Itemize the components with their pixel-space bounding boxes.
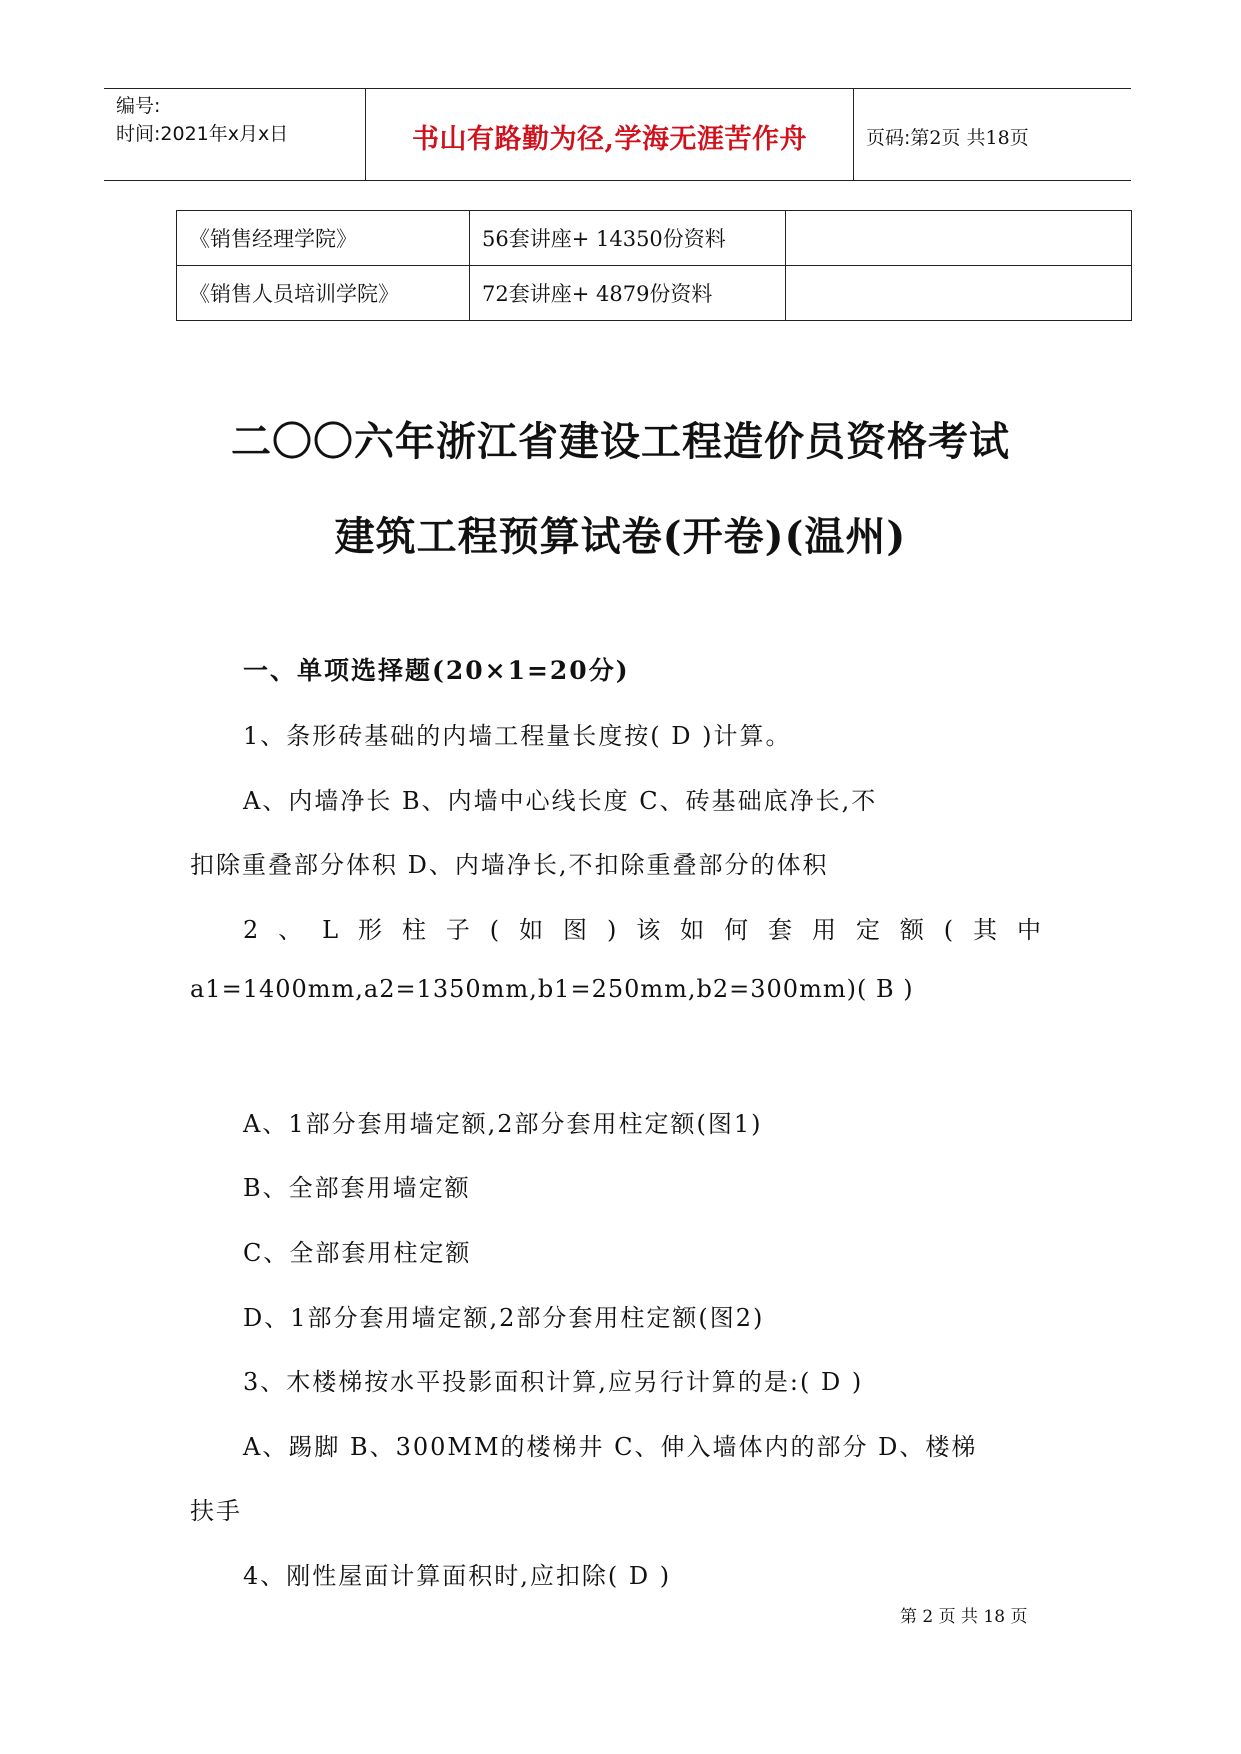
page-header [104, 88, 1131, 181]
q2-option-a: A、1部分套用墙定额,2部分套用柱定额(图1) [243, 1110, 763, 1138]
page-current: 2 [929, 127, 942, 149]
header-left-cell [104, 89, 366, 180]
q1-options-line1: A、内墙净长 B、内墙中心线长度 C、砖基础底净长,不 [243, 787, 878, 815]
q3-options-line1: A、踢脚 B、300MM的楼梯井 C、伸入墙体内的部分 D、楼梯 [243, 1433, 978, 1461]
table-cell-extra [786, 266, 1132, 321]
page-indicator [866, 123, 1029, 150]
table-cell-content: 72套讲座+ 4879份资料 [470, 266, 786, 321]
table-cell-name: 《销售经理学院》 [177, 211, 470, 266]
table-row [177, 211, 1132, 266]
q1-options-line2: 扣除重叠部分体积 D、内墙净长,不扣除重叠部分的体积 [190, 851, 829, 879]
exam-title-line2: 建筑工程预算试卷(开卷)(温州) [334, 513, 907, 560]
q1-stem: 1、条形砖基础的内墙工程量长度按( D )计算。 [243, 722, 792, 750]
motto: 书山有路勤为径,学海无涯苦作舟 [412, 124, 807, 155]
q3-stem: 3、木楼梯按水平投影面积计算,应另行计算的是:( D ) [243, 1368, 864, 1396]
q2-option-c: C、全部套用柱定额 [243, 1239, 472, 1267]
q3-options-line2: 扶手 [190, 1497, 242, 1525]
table-cell-name: 《销售人员培训学院》 [177, 266, 470, 321]
table-cell-extra [786, 211, 1132, 266]
section-heading: 一、单项选择题(20×1=20分) [243, 656, 630, 685]
page-label-middle: 页 共 [941, 127, 986, 149]
table-row [177, 266, 1132, 321]
page-footer: 第 2 页 共 18 页 [900, 1607, 1028, 1627]
exam-title-line1: 二〇〇六年浙江省建设工程造价员资格考试 [231, 418, 1010, 465]
q4-stem: 4、刚性屋面计算面积时,应扣除( D ) [243, 1562, 672, 1590]
q2-stem-line1: 2、L形柱子(如图)该如何套用定额(其中 [243, 916, 1043, 944]
page-label-suffix: 页 [1009, 127, 1029, 149]
page-label-prefix: 页码:第 [866, 127, 930, 149]
q2-option-b: B、全部套用墙定额 [243, 1174, 471, 1202]
table-cell-content: 56套讲座+ 14350份资料 [470, 211, 786, 266]
page-total: 18 [985, 127, 1010, 149]
time-line: 时间:2021年x月x日 [116, 123, 289, 145]
resource-table [176, 210, 1132, 321]
q2-option-d: D、1部分套用墙定额,2部分套用柱定额(图2) [243, 1304, 765, 1332]
header-middle-cell [366, 89, 854, 180]
q2-stem-line2: a1=1400mm,a2=1350mm,b1=250mm,b2=300mm)( B ) [190, 975, 914, 1003]
serial-label: 编号: [116, 95, 161, 117]
header-right-cell [854, 89, 1131, 180]
